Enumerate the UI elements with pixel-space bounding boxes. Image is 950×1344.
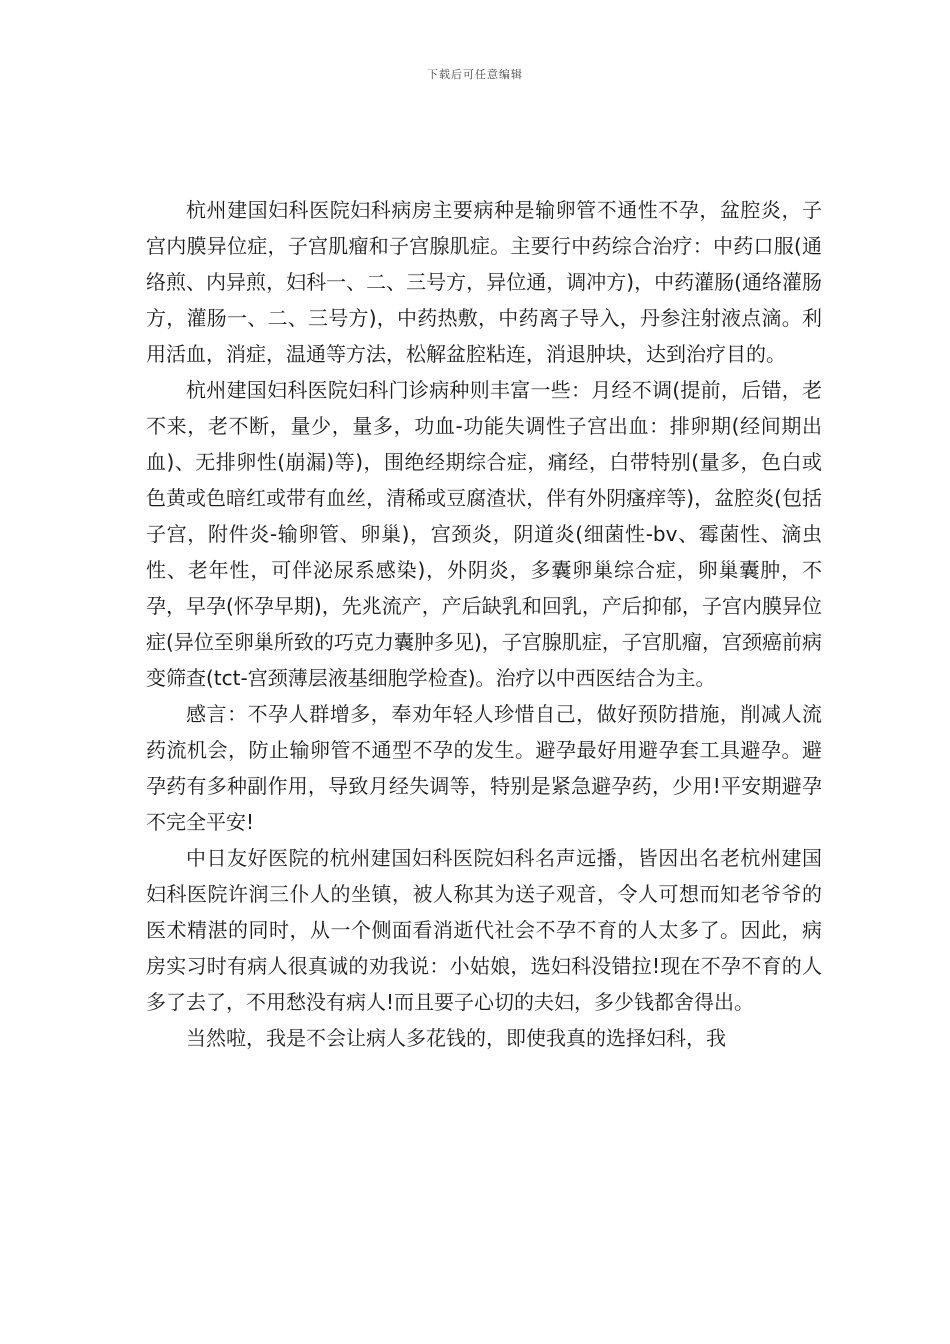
paragraph-ward-diseases: 杭州建国妇科医院妇科病房主要病种是输卵管不通性不孕，盆腔炎，子宫内膜异位症，子宫肌瘤和子宫腺肌症。主要行中药综合治疗：中药口服(通络煎、内异煎，妇科一、二、三号方，异位通，调冲方)，中药灌肠(通络灌肠方，灌肠一、二、三号方)，中药热敷，中药离子导入，丹参注射液点滴。利用活血，消症，温通等方法，松解盆腔粘连，消退肿块，达到治疗目的。 <box>146 198 822 366</box>
paragraph-closing: 当然啦，我是不会让病人多花钱的，即使我真的选择妇科，我 <box>186 1026 726 1050</box>
page-header: 下载后可任意编辑 <box>427 68 523 81</box>
paragraph-reflections: 感言：不孕人群增多，奉劝年轻人珍惜自己，做好预防措施，削减人流药流机会，防止输卵管不通型不孕的发生。避孕最好用避孕套工具避孕。避孕药有多种副作用，导致月经失调等，特别是紧急避孕药，少用!平安期避孕不完全平安! <box>146 702 822 834</box>
paragraph-outpatient-diseases: 杭州建国妇科医院妇科门诊病种则丰富一些：月经不调(提前，后错，老不来，老不断，量少，量多，功血-功能失调性子宫出血：排卵期(经间期出血)、无排卵性(崩漏)等)，围绝经期综合症，痛经，白带特别(量多，色白或色黄或色暗红或带有血丝，清稀或豆腐渣状，伴有外阴瘙痒等)，盆腔炎(包括子宫，附件炎-输卵管、卵巢)，宫颈炎，阴道炎(细菌性-bv、霉菌性、滴虫性、老年性，可伴泌尿系感染)，外阴炎，多囊卵巢综合症，卵巢囊肿，不孕，早孕(怀孕早期)，先兆流产，产后缺乳和回乳，产后抑郁，子宫内膜异位症(异位至卵巢所致的巧克力囊肿多见)，子宫腺肌症，子宫肌瘤，宫颈癌前病变筛查(tct-宫颈薄层液基细胞学检查)。治疗以中西医结合为主。 <box>146 378 822 690</box>
paragraph-hospital-reputation: 中日友好医院的杭州建国妇科医院妇科名声远播，皆因出名老杭州建国妇科医院许润三仆人的坐镇，被人称其为送子观音，令人可想而知老爷爷的医术精湛的同时，从一个侧面看消逝代社会不孕不育的人太多了。因此，病房实习时有病人很真诚的劝我说：小姑娘，选妇科没错拉!现在不孕不育的人多了去了，不用愁没有病人!而且要子心切的夫妇，多少钱都舍得出。 <box>146 846 822 1014</box>
document-body <box>146 192 822 1056</box>
